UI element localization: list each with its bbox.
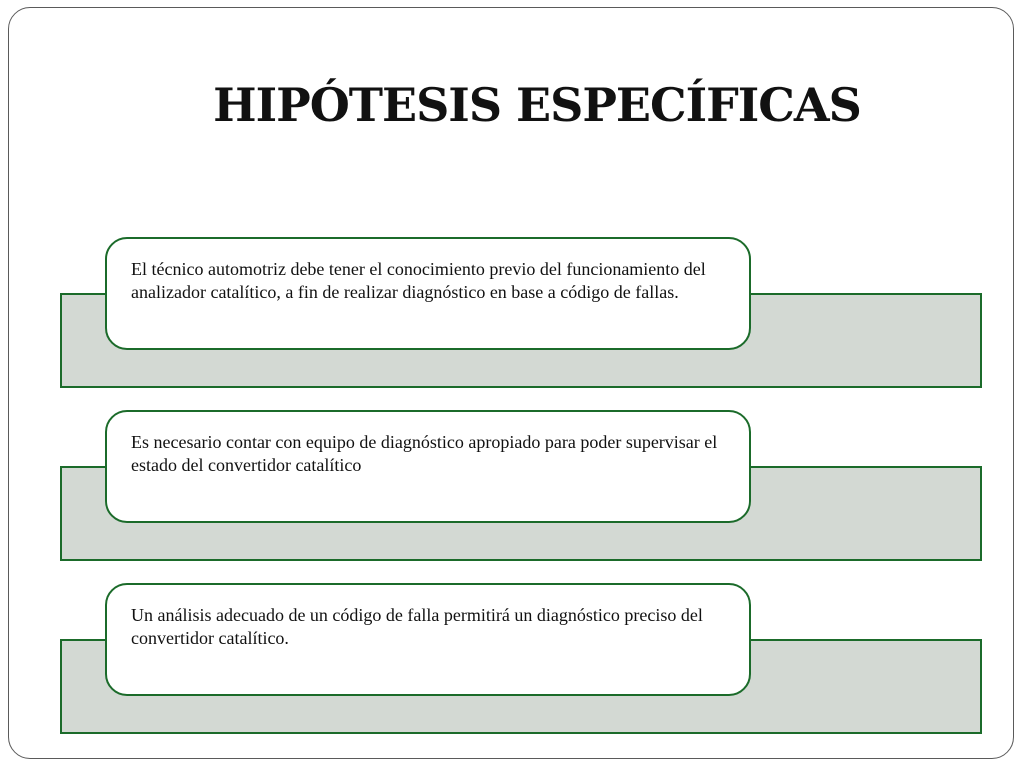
hypothesis-text-1: El técnico automotriz debe tener el conocimiento previo del funcionamiento del analizador catalítico, a fin de realizar diagnóstico en base a código de fallas. <box>131 259 706 302</box>
hypothesis-text-2: Es necesario contar con equipo de diagnóstico apropiado para poder supervisar el estado del convertidor catalítico <box>131 432 718 475</box>
hypothesis-card-3 <box>105 583 751 696</box>
slide-title: HIPÓTESIS ESPECÍFICAS <box>213 78 861 132</box>
hypothesis-card-2 <box>105 410 751 523</box>
hypothesis-text-3: Un análisis adecuado de un código de falla permitirá un diagnóstico preciso del convertidor catalítico. <box>131 605 703 648</box>
hypothesis-card-1 <box>105 237 751 350</box>
